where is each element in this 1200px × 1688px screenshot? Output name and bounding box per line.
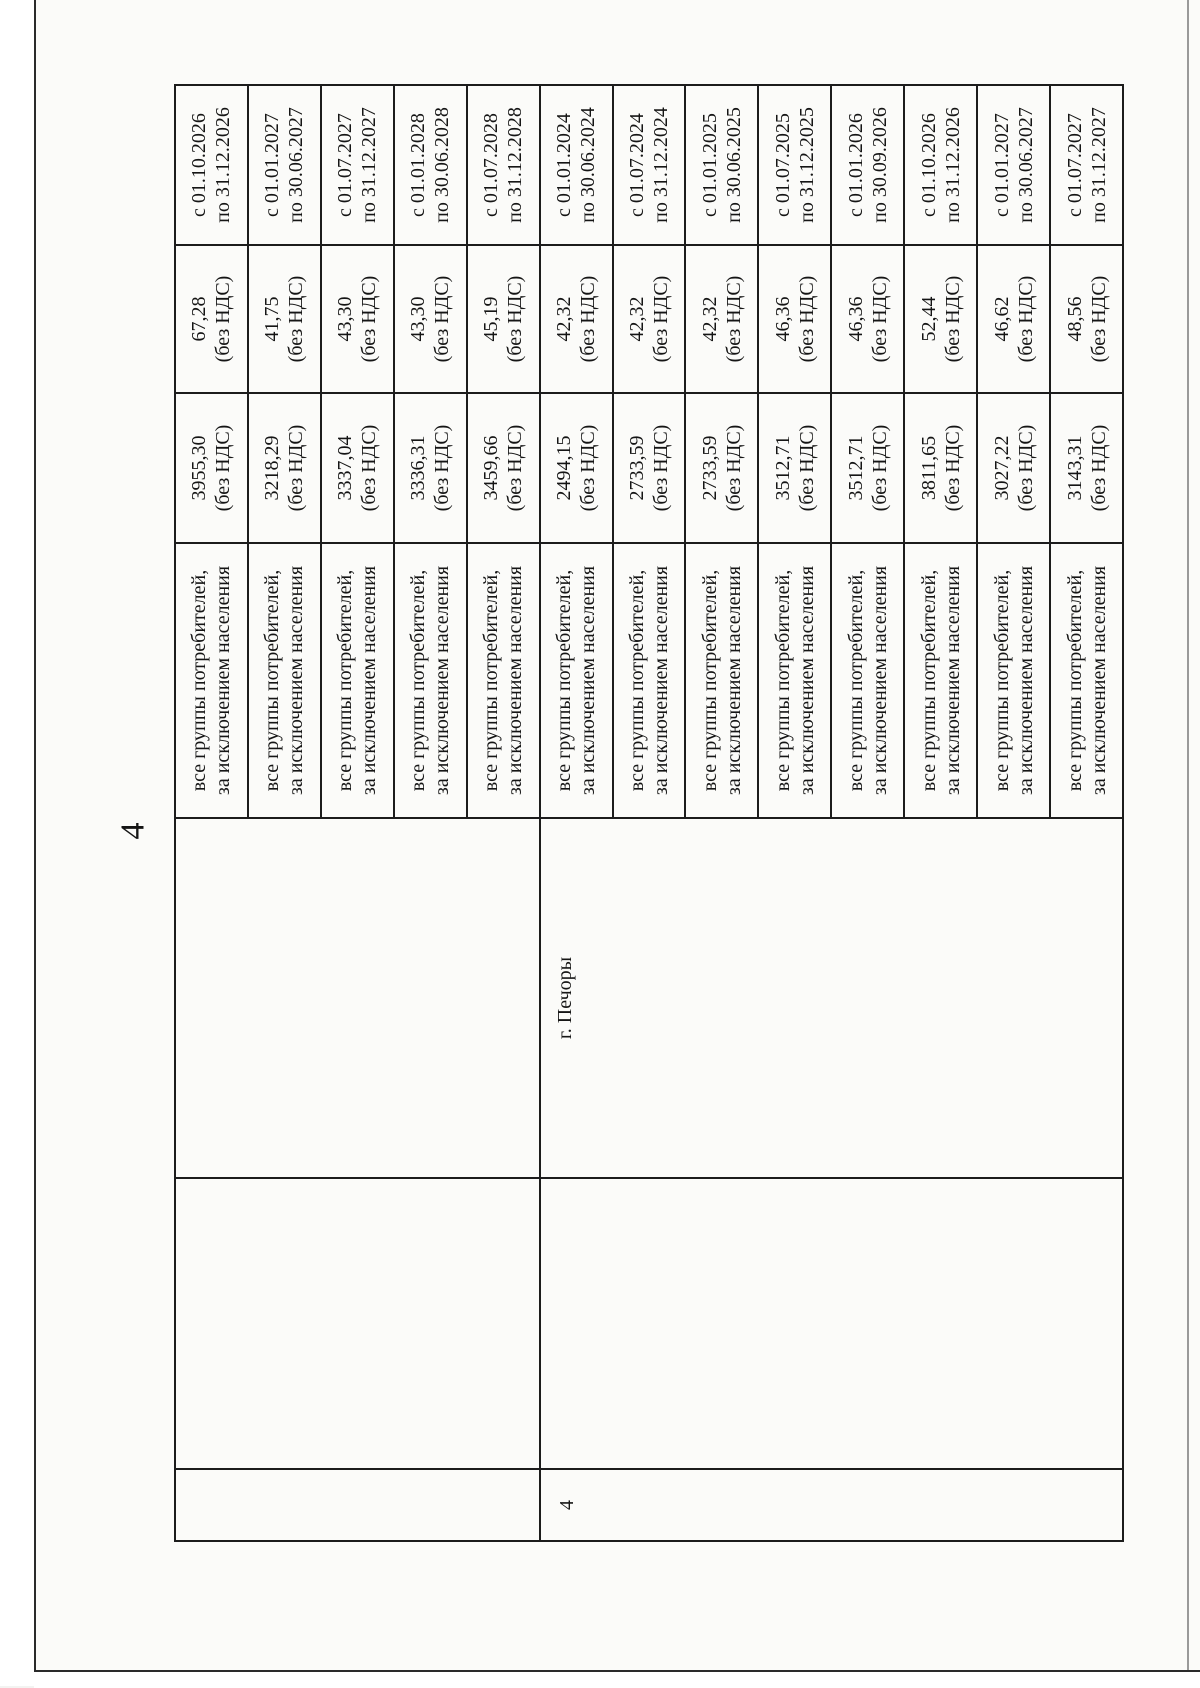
consumer-group-text: за исключением населения [504, 565, 527, 796]
tariff-value-cell [831, 393, 904, 543]
period-text: с 01.01.2027 [990, 113, 1013, 217]
rate-value-text: 42,32 [625, 296, 648, 342]
consumer-group-text: все группы потребителей, [771, 569, 794, 792]
rate-value-text: 41,75 [261, 296, 284, 342]
period-text: с 01.07.2025 [771, 113, 794, 217]
period-text: по 31.12.2026 [941, 107, 964, 223]
consumer-group-text: все группы потребителей, [1063, 569, 1086, 792]
period-text: по 31.12.2028 [504, 107, 527, 223]
rate-value-text: 42,32 [698, 296, 721, 342]
tariff-value-text: (без НДС) [868, 424, 891, 512]
period-text: по 30.06.2028 [431, 107, 454, 223]
consumer-group-text: за исключением населения [941, 565, 964, 796]
period-text: с 01.07.2027 [1063, 113, 1086, 217]
consumer-group-text: за исключением населения [285, 565, 308, 796]
tariff-value-cell [1050, 393, 1123, 543]
rate-value-text: (без НДС) [577, 275, 600, 363]
tariff-value-text: (без НДС) [722, 424, 745, 512]
scan-left-edge [0, 0, 36, 1686]
consumer-group-cell [758, 543, 831, 818]
blank-cell [175, 1178, 540, 1469]
tariff-value-cell [758, 393, 831, 543]
consumer-group-text: все группы потребителей, [407, 569, 430, 792]
tariff-value-text: 3512,71 [771, 435, 794, 501]
consumer-group-cell [831, 543, 904, 818]
tariff-value-cell [685, 393, 758, 543]
tariff-value-cell [394, 393, 467, 543]
period-cell [248, 85, 321, 245]
rate-value-cell [321, 245, 394, 393]
tariff-value-text: 2733,59 [625, 435, 648, 501]
tariff-value-text: (без НДС) [795, 424, 818, 512]
consumer-group-text: все группы потребителей, [917, 569, 940, 792]
consumer-group-cell [1050, 543, 1123, 818]
consumer-group-text: за исключением населения [868, 565, 891, 796]
rate-value-cell [685, 245, 758, 393]
region-name: г. Печоры [553, 956, 576, 1040]
rate-value-cell [394, 245, 467, 393]
consumer-group-text: за исключением населения [1087, 565, 1110, 796]
consumer-group-cell [321, 543, 394, 818]
tariff-table-body [175, 85, 1123, 1541]
period-cell [904, 85, 977, 245]
consumer-group-text: все группы потребителей, [188, 569, 211, 792]
rate-value-text: (без НДС) [941, 275, 964, 363]
number-cell-empty [175, 1469, 540, 1541]
period-text: с 01.07.2028 [480, 113, 503, 217]
rate-value-cell [467, 245, 540, 393]
rate-value-cell [613, 245, 686, 393]
period-text: по 30.06.2025 [722, 107, 745, 223]
rate-value-cell [1050, 245, 1123, 393]
tariff-value-text: 2494,15 [553, 435, 576, 501]
tariff-value-text: 3955,30 [188, 435, 211, 501]
consumer-group-cell [175, 543, 248, 818]
consumer-group-cell [685, 543, 758, 818]
consumer-group-text: все группы потребителей, [334, 569, 357, 792]
consumer-group-text: все группы потребителей, [990, 569, 1013, 792]
rate-value-text: 46,36 [771, 296, 794, 342]
consumer-group-cell [977, 543, 1050, 818]
period-text: по 30.06.2027 [1014, 107, 1037, 223]
tariff-value-cell [904, 393, 977, 543]
rate-value-text: (без НДС) [285, 275, 308, 363]
consumer-group-cell [248, 543, 321, 818]
rate-value-cell [977, 245, 1050, 393]
tariff-value-text: (без НДС) [941, 424, 964, 512]
rate-value-cell [248, 245, 321, 393]
consumer-group-text: за исключением населения [577, 565, 600, 796]
period-cell [977, 85, 1050, 245]
region-name-cell [540, 818, 1123, 1178]
period-cell [1050, 85, 1123, 245]
rate-value-text: (без НДС) [722, 275, 745, 363]
consumer-group-text: за исключением населения [1014, 565, 1037, 796]
period-cell [394, 85, 467, 245]
consumer-group-text: за исключением населения [649, 565, 672, 796]
consumer-group-text: все группы потребителей, [261, 569, 284, 792]
period-text: с 01.01.2026 [844, 113, 867, 217]
consumer-group-text: за исключением населения [358, 565, 381, 796]
consumer-group-cell [613, 543, 686, 818]
region-cell-empty [175, 818, 540, 1178]
blank-cell [540, 1178, 1123, 1469]
tariff-value-cell [613, 393, 686, 543]
tariff-value-cell [175, 393, 248, 543]
consumer-group-text: все группы потребителей, [698, 569, 721, 792]
rate-value-cell [831, 245, 904, 393]
consumer-group-text: все группы потребителей, [625, 569, 648, 792]
rate-value-text: 43,30 [407, 296, 430, 342]
period-text: с 01.01.2025 [698, 113, 721, 217]
period-text: по 30.09.2026 [868, 107, 891, 223]
section-number-cell [540, 1469, 1123, 1541]
rate-value-text: 42,32 [553, 296, 576, 342]
table-row [175, 85, 248, 1541]
rate-value-text: (без НДС) [431, 275, 454, 363]
tariff-value-text: (без НДС) [358, 424, 381, 512]
tariff-value-text: (без НДС) [431, 424, 454, 512]
tariff-value-text: (без НДС) [504, 424, 527, 512]
tariff-value-text: (без НДС) [1014, 424, 1037, 512]
period-text: по 31.12.2027 [1087, 107, 1110, 223]
rate-value-text: 46,62 [990, 296, 1013, 342]
tariff-value-text: (без НДС) [577, 424, 600, 512]
period-cell [467, 85, 540, 245]
tariff-value-text: 3459,66 [480, 435, 503, 501]
period-text: по 31.12.2027 [358, 107, 381, 223]
rate-value-cell [758, 245, 831, 393]
section-number: 4 [555, 1500, 578, 1510]
consumer-group-text: за исключением населения [795, 565, 818, 796]
period-cell [613, 85, 686, 245]
period-text: с 01.01.2024 [553, 113, 576, 217]
period-text: с 01.01.2028 [407, 113, 430, 217]
period-text: по 30.06.2024 [577, 107, 600, 223]
rate-value-text: 46,36 [844, 296, 867, 342]
consumer-group-cell [394, 543, 467, 818]
tariff-value-text: 3027,22 [990, 435, 1013, 501]
rate-value-text: (без НДС) [1087, 275, 1110, 363]
page-number: 4 [114, 822, 152, 840]
period-cell [321, 85, 394, 245]
tariff-value-cell [977, 393, 1050, 543]
rate-value-text: (без НДС) [504, 275, 527, 363]
scan-right-edge [1187, 0, 1189, 1686]
consumer-group-cell [467, 543, 540, 818]
rate-value-text: (без НДС) [358, 275, 381, 363]
tariff-value-text: 3512,71 [844, 435, 867, 501]
tariff-value-cell [321, 393, 394, 543]
period-text: с 01.10.2026 [188, 113, 211, 217]
consumer-group-text: за исключением населения [431, 565, 454, 796]
consumer-group-text: все группы потребителей, [844, 569, 867, 792]
consumer-group-text: за исключением населения [722, 565, 745, 796]
tariff-value-text: (без НДС) [212, 424, 235, 512]
tariff-value-text: 3218,29 [261, 435, 284, 501]
consumer-group-cell [904, 543, 977, 818]
period-text: по 31.12.2024 [649, 107, 672, 223]
rate-value-text: 52,44 [917, 296, 940, 342]
tariff-value-text: (без НДС) [649, 424, 672, 512]
rate-value-text: 67,28 [188, 296, 211, 342]
tariff-value-text: 3337,04 [334, 435, 357, 501]
tariff-value-cell [467, 393, 540, 543]
rate-value-text: 45,19 [480, 296, 503, 342]
period-text: по 31.12.2025 [795, 107, 818, 223]
table-row [540, 85, 613, 1541]
rate-value-text: 48,56 [1063, 296, 1086, 342]
scan-bottom-edge [34, 1670, 1200, 1688]
period-text: по 30.06.2027 [285, 107, 308, 223]
tariff-value-text: (без НДС) [285, 424, 308, 512]
rate-value-cell [540, 245, 613, 393]
rate-value-cell [904, 245, 977, 393]
rate-value-text: 43,30 [334, 296, 357, 342]
tariff-value-cell [248, 393, 321, 543]
period-cell [540, 85, 613, 245]
tariff-value-cell [540, 393, 613, 543]
tariff-value-text: (без НДС) [1087, 424, 1110, 512]
period-cell [685, 85, 758, 245]
period-text: с 01.01.2027 [261, 113, 284, 217]
period-text: по 31.12.2026 [212, 107, 235, 223]
consumer-group-text: все группы потребителей, [480, 569, 503, 792]
rate-value-cell [175, 245, 248, 393]
consumer-group-text: за исключением населения [212, 565, 235, 796]
tariff-value-text: 3336,31 [407, 435, 430, 501]
rate-value-text: (без НДС) [868, 275, 891, 363]
tariff-table [174, 84, 1124, 1542]
rate-value-text: (без НДС) [795, 275, 818, 363]
period-cell [758, 85, 831, 245]
period-text: с 01.07.2027 [334, 113, 357, 217]
rate-value-text: (без НДС) [1014, 275, 1037, 363]
period-text: с 01.07.2024 [625, 113, 648, 217]
period-cell [175, 85, 248, 245]
tariff-value-text: 3143,31 [1063, 435, 1086, 501]
tariff-value-text: 2733,59 [698, 435, 721, 501]
rotated-table-wrapper [174, 86, 1124, 1542]
rate-value-text: (без НДС) [649, 275, 672, 363]
period-text: с 01.10.2026 [917, 113, 940, 217]
tariff-value-text: 3811,65 [917, 435, 940, 501]
consumer-group-cell [540, 543, 613, 818]
consumer-group-text: все группы потребителей, [553, 569, 576, 792]
rate-value-text: (без НДС) [212, 275, 235, 363]
period-cell [831, 85, 904, 245]
